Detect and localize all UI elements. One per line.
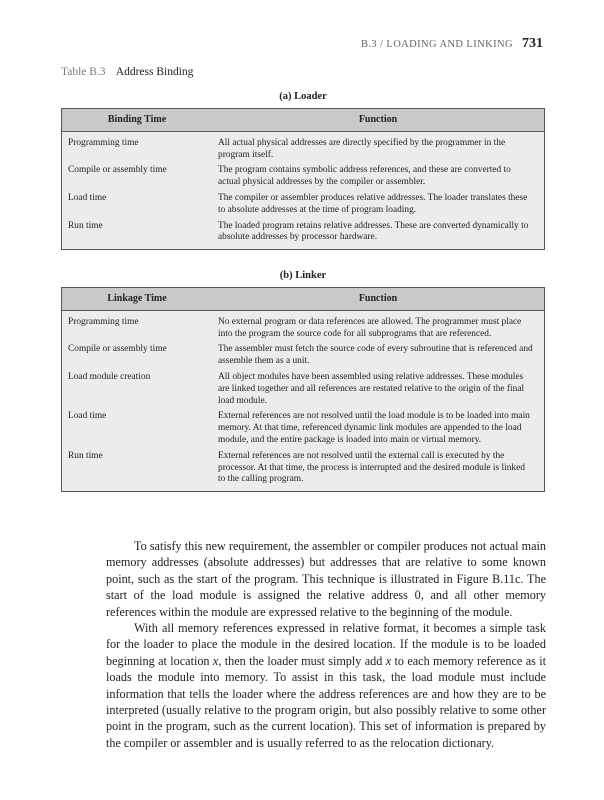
page-number: 731 [522,36,543,51]
table-header-row [62,109,545,132]
paragraph: To satisfy this new requirement, the assembler or compiler produces not actual main memory addresses (absolute addresses) but addresses that are relative to some known point, such as the start of the program. This technique is illustrated in Figure B.11c. The start of the load module is assigned the relative address 0, and all other memory references within the module are expressed relative to the beginning of the module. [106,539,546,619]
function-cell: The loaded program retains relative addresses. These are converted dynamically to absolute addresses by processor hardware. [212,219,545,250]
function-cell: All object modules have been assembled using relative addresses. These modules are linked together and all references are restated relative to the origin of the final load module. [212,370,545,409]
paragraph-text: With all memory references expressed in relative format, it becomes a simple task for the loader to place the module in the desired location. If the module is to be loaded beginning at location [106,621,546,668]
function-cell: No external program or data references are allowed. The programmer must place into the program the source code for all subprograms that are referenced. [212,310,545,342]
table-row [62,310,545,342]
paragraph-text: to each memory reference as it loads the module into memory. To assist in this task, the load module must include information that tells the loader where the address references are and how they are to be interpreted (usually relative to the program origin, but also possibly relative to some other point in the program, such as the current location). This set of information is prepared by the compiler or assembler and is usually referred to as the relocation dictionary. [106,653,546,750]
table-row [62,219,545,250]
table-header-row [62,288,545,311]
table-title: Address Binding [115,66,194,78]
linkage-time-cell: Run time [62,449,213,492]
column-header: Function [212,109,545,132]
linker-table [61,287,545,492]
running-header [361,36,543,52]
function-cell: The program contains symbolic address references, and these are converted to actual physical addresses by the compiler or assembler. [212,163,545,191]
binding-time-cell: Load time [62,191,213,219]
column-header: Function [212,288,545,311]
table-row [62,163,545,191]
linkage-time-cell: Programming time [62,310,213,342]
function-cell: External references are not resolved until the external call is executed by the processor. At that time, the process is interrupted and the desired module is linked to the calling program. [212,449,545,492]
column-header: Linkage Time [62,288,213,311]
linkage-time-cell: Compile or assembly time [62,342,213,370]
table-row [62,191,545,219]
paragraph-text: , then the loader must simply add [218,653,386,668]
variable: x [212,653,219,668]
function-cell: External references are not resolved until the load module is to be loaded into main memory. At that time, referenced dynamic link modules are appended to the load module, and the entire package is loaded into main or virtual memory. [212,409,545,448]
linker-subtitle: (b) Linker [279,270,327,281]
loader-subtitle: (a) Loader [279,91,327,102]
table-label: Table B.3 [61,66,106,78]
function-cell: The assembler must fetch the source code of every subroutine that is referenced and assemble them as a unit. [212,342,545,370]
function-cell: The compiler or assembler produces relative addresses. The loader translates these to absolute addresses at the time of program loading. [212,191,545,219]
table-row [62,131,545,163]
function-cell: All actual physical addresses are directly specified by the programmer in the program itself. [212,131,545,163]
table-row [62,409,545,448]
linkage-time-cell: Load time [62,409,213,448]
variable: x [385,653,392,668]
table-row [62,370,545,409]
linkage-time-cell: Load module creation [62,370,213,409]
table-caption [61,66,193,78]
table-row [62,449,545,492]
binding-time-cell: Compile or assembly time [62,163,213,191]
binding-time-cell: Programming time [62,131,213,163]
paragraph [106,620,546,751]
loader-table [61,108,545,250]
body-text [106,538,546,751]
table-row [62,342,545,370]
running-title: B.3 / LOADING AND LINKING [360,39,513,50]
binding-time-cell: Run time [62,219,213,250]
column-header: Binding Time [62,109,213,132]
